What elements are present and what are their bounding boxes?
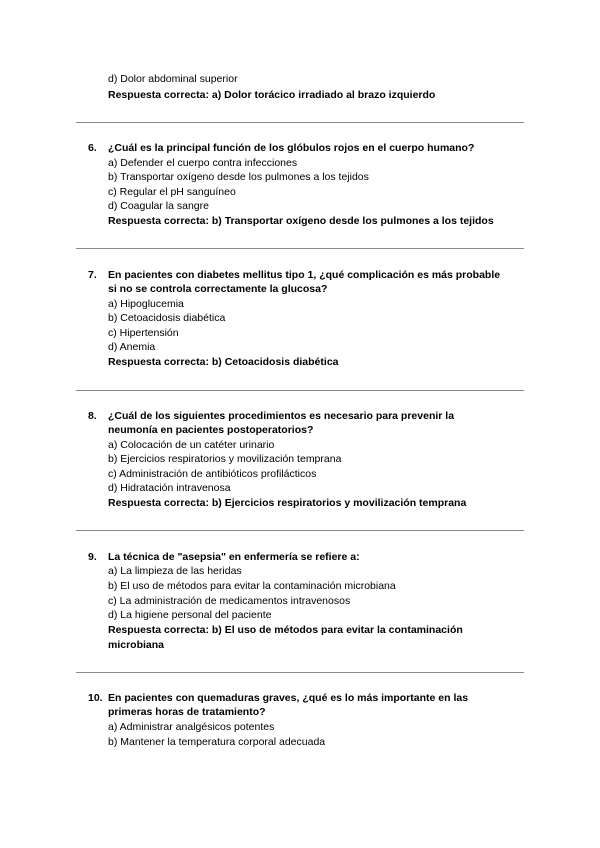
question-text: ¿Cuál es la principal función de los glóbulos rojos en el cuerpo humano? [108, 142, 475, 154]
question-text: En pacientes con diabetes mellitus tipo 1, ¿qué complicación es más probable [108, 269, 501, 281]
separator-line [76, 122, 524, 123]
option-text: d) Anemia [108, 341, 156, 353]
option-text: b) Mantener la temperatura corporal adecuada [108, 736, 326, 748]
option-text: c) Regular el pH sanguíneo [108, 186, 236, 198]
option-text: d) La higiene personal del paciente [108, 609, 272, 621]
question-number: 7. [88, 269, 97, 281]
question-text: neumonía en pacientes postoperatorios? [108, 424, 314, 436]
option-text: c) Administración de antibióticos profilácticos [108, 468, 317, 480]
option-text: a) Hipoglucemia [108, 298, 184, 310]
option-text: c) La administración de medicamentos intravenosos [108, 595, 351, 607]
option-text: d) Dolor abdominal superior [108, 73, 238, 85]
correct-answer: Respuesta correcta: b) El uso de métodos para evitar la contaminación [108, 624, 463, 636]
option-text: a) La limpieza de las heridas [108, 565, 242, 577]
question-number: 10. [88, 692, 103, 704]
correct-answer: Respuesta correcta: b) Ejercicios respiratorios y movilización temprana [108, 497, 467, 509]
correct-answer: Respuesta correcta: b) Transportar oxígeno desde los pulmones a los tejidos [108, 215, 494, 227]
option-text: a) Defender el cuerpo contra infecciones [108, 157, 298, 169]
correct-answer: Respuesta correcta: a) Dolor torácico irradiado al brazo izquierdo [108, 89, 436, 101]
option-text: c) Hipertensión [108, 327, 179, 339]
option-text: d) Hidratación intravenosa [108, 482, 231, 494]
question-number: 9. [88, 551, 97, 563]
option-text: d) Coagular la sangre [108, 200, 209, 212]
question-text: La técnica de "asepsia" en enfermería se refiere a: [108, 551, 360, 563]
option-text: b) Cetoacidosis diabética [108, 312, 226, 324]
question-text: ¿Cuál de los siguientes procedimientos es necesario para prevenir la [108, 410, 455, 422]
correct-answer: Respuesta correcta: b) Cetoacidosis diabética [108, 356, 339, 368]
question-text: si no se controla correctamente la glucosa? [108, 283, 328, 295]
option-text: a) Colocación de un catéter urinario [108, 439, 275, 451]
option-text: b) Ejercicios respiratorios y movilización temprana [108, 453, 342, 465]
question-number: 8. [88, 410, 97, 422]
question-text: En pacientes con quemaduras graves, ¿qué es lo más importante en las [108, 692, 469, 704]
question-number: 6. [88, 142, 97, 154]
correct-answer: microbiana [108, 639, 165, 651]
separator-line [76, 672, 524, 673]
option-text: a) Administrar analgésicos potentes [108, 721, 275, 733]
option-text: b) El uso de métodos para evitar la contaminación microbiana [108, 580, 396, 592]
separator-line [76, 530, 524, 531]
question-text: primeras horas de tratamiento? [108, 706, 266, 718]
option-text: b) Transportar oxígeno desde los pulmones a los tejidos [108, 171, 369, 183]
separator-line [76, 390, 524, 391]
separator-line [76, 248, 524, 249]
